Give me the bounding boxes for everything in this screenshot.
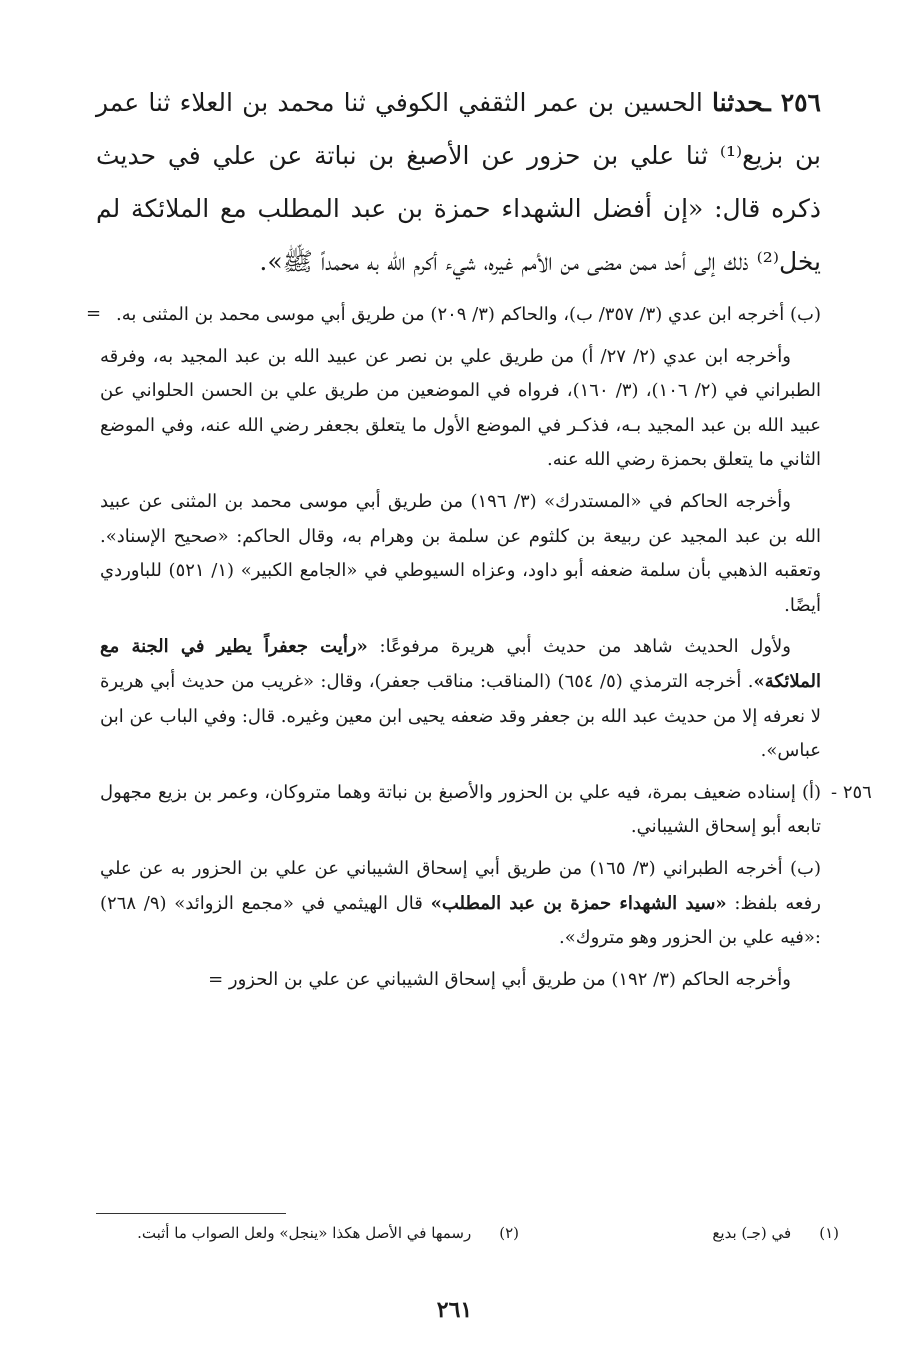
note-text: . أخرجه الترمذي (٥/ ٦٥٤) (المناقب: مناقب جعفر)، وقال: «غريب من حديث أبي هريرة لا نعرفه إلا من حديث عبد الله بن جعفر وقد ضعفه يحيى ابن معين وغيره. قال: وفي الباب عن ابن عباس». bbox=[100, 670, 821, 762]
commentary bbox=[100, 298, 872, 1004]
footnote-text: في (جـ) بديع bbox=[712, 1224, 792, 1242]
note-text: (ب) أخرجه الطبراني (٣/ ١٦٥) من طريق أبي إسحاق الشيباني عن علي بن الحزور به عن علي رفعه بلفظ: bbox=[100, 857, 821, 914]
note-paragraph: وأخرجه ابن عدي (٢/ ٢٧/ أ) من طريق علي بن نصر عن عبيد الله بن عبد المجيد به، وفرقه الطبراني في (٢/ ١٠٦)، (٣/ ١٦٠)، فرواه في الموضعين من طريق علي بن الحسن الحلواني عن عبيد الله بن عبد المجيد بـه، فذكـر في الموضع الأول ما يتعلق بجعفر رضي الله عنه، وفي الموضع الثاني ما يتعلق بحمزة رضي الله عنه. bbox=[100, 345, 821, 471]
note-paragraph: وأخرجه الحاكم (٣/ ١٩٢) من طريق أبي إسحاق الشيباني عن علي بن الحزور = bbox=[208, 968, 791, 990]
footnote-1 bbox=[712, 1220, 839, 1246]
continuation-mark: = bbox=[86, 303, 102, 324]
note-number-label: ٢٥٦ - bbox=[831, 781, 872, 803]
note-quote-bold: «سيد الشهداء حمزة بن عبد المطلب» bbox=[430, 892, 727, 914]
note-paragraph bbox=[100, 852, 821, 956]
hadith-lead-word: حدثنا bbox=[712, 88, 764, 117]
note-paragraph bbox=[100, 630, 821, 768]
note-text: قال الهيثمي في «مجمع الزوائد» (٩/ ٢٦٨) :«فيه علي بن الحزور وهو متروك». bbox=[100, 892, 821, 949]
note-paragraph-numbered bbox=[100, 776, 872, 845]
footnote-divider bbox=[96, 1213, 286, 1214]
note-text: ولأول الحديث شاهد من حديث أبي هريرة مرفوعًا: bbox=[367, 636, 791, 658]
note-text: (أ) إسناده ضعيف بمرة، فيه علي بن الحزور والأصبغ بن نباتة وهما متروكان، وعمر بن بزيع مجهول تابعه أبو إسحاق الشيباني. bbox=[100, 781, 821, 838]
footnote-2 bbox=[137, 1220, 519, 1246]
hadith-number: ٢٥٦ ـ bbox=[763, 88, 821, 117]
hadith-text bbox=[96, 76, 821, 288]
hadith-body: الحسين بن عمر الثقفي الكوفي ثنا محمد بن العلاء ثنا عمر بن بزيع⁽¹⁾ ثنا علي بن حزور عن الأصبغ بن نباتة عن علي في حديث ذكره قال: «إن أفضل الشهداء حمزة بن عبد المطلب مع الملائكة لم يخل⁽²⁾ ذلك إلى أحد ممن مضى من الأمم غيره، شيء أكرم الله به محمداً ﷺ». bbox=[96, 88, 821, 276]
footnote-text: رسمها في الأصل هكذا «ينجل» ولعل الصواب ما أثبت. bbox=[137, 1224, 472, 1242]
page-number: ٢٦١ bbox=[436, 1297, 473, 1323]
note-quote-bold: «رأيت جعفراً يطير في الجنة مع الملائكة» bbox=[100, 636, 821, 692]
footnote-number: (١) bbox=[819, 1224, 839, 1242]
note-paragraph: (ب) أخرجه ابن عدي (٣/ ٣٥٧/ ب)، والحاكم (٣/ ٢٠٩) من طريق أبي موسى محمد بن المثنى به. bbox=[116, 304, 821, 325]
footnote-number: (٢) bbox=[499, 1224, 519, 1242]
note-paragraph: وأخرجه الحاكم في «المستدرك» (٣/ ١٩٦) من طريق أبي موسى محمد بن المثنى عن عبيد الله بن عبد المجيد عن ربيعة بن كلثوم عن سلمة بن وهرام به، وقال الحاكم: «صحيح الإسناد». وتعقبه الذهبي بأن سلمة ضعفه أبو داود، وعزاه السيوطي في «الجامع الكبير» (١/ ٥٢١) للباوردي أيضًا. bbox=[100, 490, 822, 616]
